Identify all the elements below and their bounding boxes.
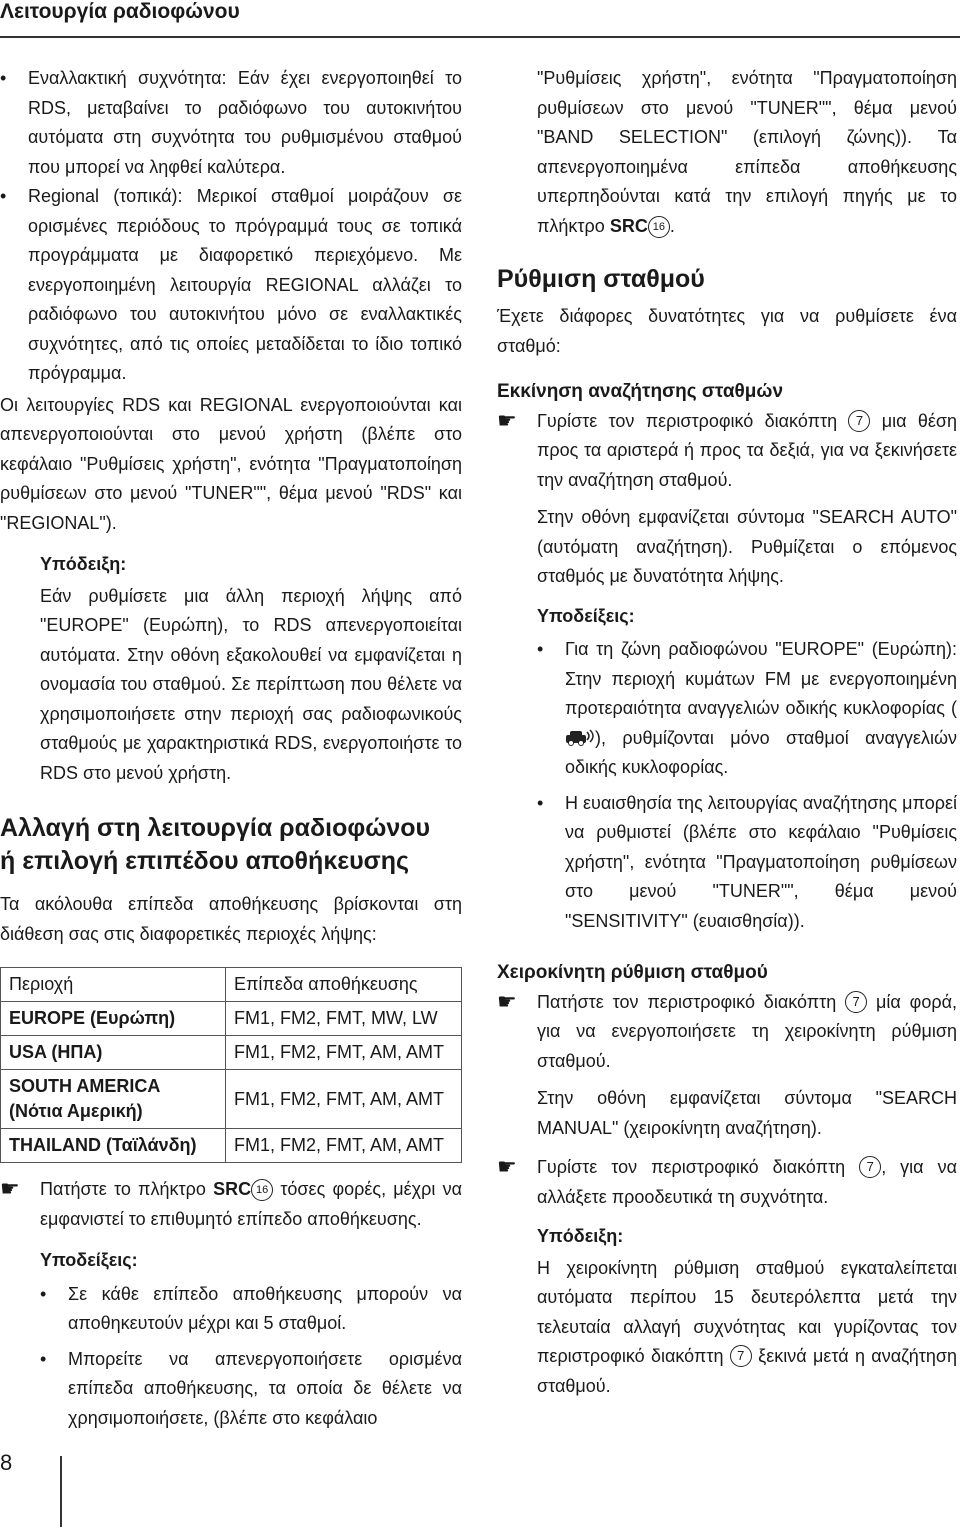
- table-cell-region: EUROPE (Ευρώπη): [1, 1002, 226, 1036]
- action-turn-knob-manual: ☛ Γυρίστε τον περιστροφικό διακόπτη 7 , για να αλλάξετε προοδευτικά τη συχνότητα.: [497, 1154, 957, 1207]
- note-text: Η χειροκίνητη ρύθμιση σταθμού εγκαταλείπεται αυτόματα περίπου 15 δευτερόλεπτα μετά την τελευταία αλλαγή συχνότητας και γυρίζοντας τον περιστροφικό διακόπτη 7 ξεκινά μετά η αναζήτηση σταθμού.: [537, 1257, 957, 1396]
- note-title: Υπόδειξη:: [40, 554, 127, 574]
- traffic-announcement-icon: [565, 728, 595, 746]
- notes-title: Υποδείξεις:: [537, 605, 635, 626]
- table-header-levels: Επίπεδα αποθήκευσης: [226, 968, 462, 1002]
- button-number-badge: 16: [251, 1179, 273, 1201]
- action-press-knob: ☛ Πατήστε τον περιστροφικό διακόπτη 7 μία φορά, για να ενεργοποιήσετε τη χειροκίνητη ρύθμιση σταθμού.: [497, 988, 957, 1071]
- table-header-region: Περιοχή: [1, 968, 226, 1002]
- note-text: Εάν ρυθμίσετε μια άλλη περιοχή λήψης από "EUROPE" (Ευρώπη), το RDS απενεργοποιείται αυτόματα. Στην οθόνη εξακολουθεί να εμφανίζεται η ονομασία του σταθμού. Σε περίπτωση που θέλετε να χρησιμοποιήσετε στην περιοχή σας ραδιοφωνικούς σταθμούς με χαρακτηριστικά RDS, ενεργοποιήστε το RDS στο μενού χρήστη.: [40, 585, 462, 783]
- storage-levels-table: [0, 967, 462, 1163]
- table-cell-levels: FM1, FM2, FMT, MW, LW: [226, 1002, 462, 1036]
- table-row: [1, 1070, 462, 1129]
- action-turn-knob: ☛ Γυρίστε τον περιστροφικό διακόπτη 7 μια θέση προς τα αριστερά ή προς τα δεξιά, για να ξεκινήσετε την αναζήτηση σταθμού.: [497, 407, 957, 490]
- note-title: Υπόδειξη:: [537, 1226, 624, 1246]
- page-header-title: Λειτουργία ραδιοφώνου: [0, 0, 240, 23]
- notes-title: Υποδείξεις:: [40, 1250, 138, 1270]
- src-key-label: SRC: [609, 215, 648, 236]
- note-bullet: • Σε κάθε επίπεδο αποθήκευσης μπορούν να αποθηκευτούν μέχρι και 5 σταθμοί.: [40, 1283, 462, 1333]
- table-header-row: [1, 968, 462, 1002]
- table-cell-region: USA (ΗΠΑ): [1, 1036, 226, 1070]
- search-result-text: Στην οθόνη εμφανίζεται σύντομα "SEARCH AUTO" (αυτόματη αναζήτηση). Ρυθμίζεται ο επόμενος σταθμός με δυνατότητα λήψης.: [537, 507, 957, 586]
- pointing-hand-icon: ☛: [497, 1154, 517, 1179]
- notes-storage: [0, 1246, 462, 1433]
- note-bullet: • Για τη ζώνη ραδιοφώνου "EUROPE" (Ευρώπη): Στην περιοχή κυμάτων FM με ενεργοποιημένη προτεραιότητα αναγγελιών οδικής κυκλοφορίας (), ρυθμίζονται μόνο σταθμοί αναγγελιών οδικής κυκλοφορίας.: [537, 639, 957, 777]
- note-manual: [497, 1222, 957, 1401]
- pointing-hand-icon: ☛: [497, 407, 517, 433]
- subheading-station-search: Εκκίνηση αναζήτησης σταθμών: [497, 381, 784, 402]
- action-press-src: ☛ Πατήστε το πλήκτρο SRC 16 τόσες φορές, μέχρι να εμφανιστεί το επιθυμητό επίπεδο αποθήκευσης.: [0, 1176, 462, 1229]
- section-heading-mode-change: Αλλαγή στη λειτουργία ραδιοφώνου ή επιλογή επιπέδου αποθήκευσης: [0, 814, 431, 875]
- table-cell-region: SOUTH AMERICA (Νότια Αμερική): [1, 1070, 226, 1129]
- knob-number-badge: 7: [845, 991, 867, 1013]
- notes-search: [497, 602, 957, 937]
- table-row: [1, 1036, 462, 1070]
- storage-levels-intro: Τα ακόλουθα επίπεδα αποθήκευσης βρίσκονται στη διάθεση σας στις διαφορετικές περιοχές λήψης:: [0, 894, 462, 944]
- table-cell-levels: FM1, FM2, FMT, AM, AMT: [226, 1070, 462, 1129]
- pointing-hand-icon: ☛: [0, 1176, 20, 1201]
- subheading-manual-tuning: Χειροκίνητη ρύθμιση σταθμού: [497, 962, 768, 983]
- table-row: [1, 1129, 462, 1163]
- tuning-intro: Έχετε διάφορες δυνατότητες για να ρυθμίσετε ένα σταθμό:: [497, 306, 957, 356]
- footer-divider: [60, 1456, 62, 1527]
- bullet-regional: • Regional (τοπικά): Μερικοί σταθμοί μοιράζουν σε ορισμένες περιόδους το πρόγραμμά τους σε τοπικά προγράμματα με διαφορετικό περιεχόμενο. Με ενεργοποιημένη λειτουργία REGIONAL αλλάζει το ραδιόφωνο του αυτοκινήτου μόνο σε εναλλακτικές συχνότητες, από τις οποίες μεταδίδεται το ίδιο τοπικό πρόγραμμα.: [0, 186, 462, 383]
- note-bullet: • Η ευαισθησία της λειτουργίας αναζήτησης μπορεί να ρυθμιστεί (βλέπε στο κεφάλαιο "Ρυθμίσεις χρήστη", ενότητα "Πραγματοποίηση ρυθμίσεων στο μενού "TUNER"", θέμα μενού "SENSITIVITY" (ευαισθησία)).: [537, 792, 957, 931]
- table-cell-levels: FM1, FM2, FMT, AM, AMT: [226, 1129, 462, 1163]
- manual-result-text: Στην οθόνη εμφανίζεται σύντομα "SEARCH MANUAL" (χειροκίνητη αναζήτηση).: [537, 1088, 957, 1138]
- knob-number-badge: 7: [848, 410, 870, 432]
- section-heading-station-tuning: Ρύθμιση σταθμού: [497, 265, 705, 293]
- table-cell-region: THAILAND (Ταϊλάνδη): [1, 1129, 226, 1163]
- right-column: [497, 64, 957, 1401]
- left-column: [0, 64, 462, 1433]
- table-cell-levels: FM1, FM2, FMT, AM, AMT: [226, 1036, 462, 1070]
- button-number-badge: 16: [648, 216, 670, 238]
- src-key-label: SRC: [213, 1179, 252, 1199]
- knob-number-badge: 7: [730, 1345, 752, 1367]
- bullet-alternative-frequency: • Εναλλακτική συχνότητα: Εάν έχει ενεργοποιηθεί το RDS, μεταβαίνει το ραδιόφωνο του αυτοκινήτου αυτόματα στη συχνότητα του ρυθμισμένου σταθμού που μπορεί να ληφθεί καλύτερα.: [0, 68, 462, 177]
- page-number: 8: [0, 1450, 13, 1475]
- table-row: [1, 1002, 462, 1036]
- rds-regional-paragraph: Οι λειτουργίες RDS και REGIONAL ενεργοποιούνται και απενεργοποιούνται στο μενού χρήστη (βλέπε στο κεφάλαιο "Ρυθμίσεις χρήστη", ενότητα "Πραγματοποίηση ρυθμίσεων στο μενού "TUNER"", θέμα μενού "RDS" και "REGIONAL").: [0, 394, 462, 533]
- note-bullet: • Μπορείτε να απενεργοποιήσετε ορισμένα επίπεδα αποθήκευσης, τα οποία δε θέλετε να χρησιμοποιήσετε, (βλέπε στο κεφάλαιο: [40, 1348, 462, 1428]
- page-header: [0, 0, 960, 38]
- continued-text: "Ρυθμίσεις χρήστη", ενότητα "Πραγματοποίηση ρυθμίσεων στο μενού "TUNER"", θέμα μενού "BAND SELECTION" (επιλογή ζώνης)). Τα απενεργοποιημένα επίπεδα αποθήκευσης υπερπηδούνται κατά την επιλογή πηγής με το πλήκτρο SRC 16 .: [537, 68, 957, 236]
- note-rds: [0, 550, 462, 788]
- pointing-hand-icon: ☛: [497, 988, 517, 1014]
- knob-number-badge: 7: [859, 1156, 881, 1178]
